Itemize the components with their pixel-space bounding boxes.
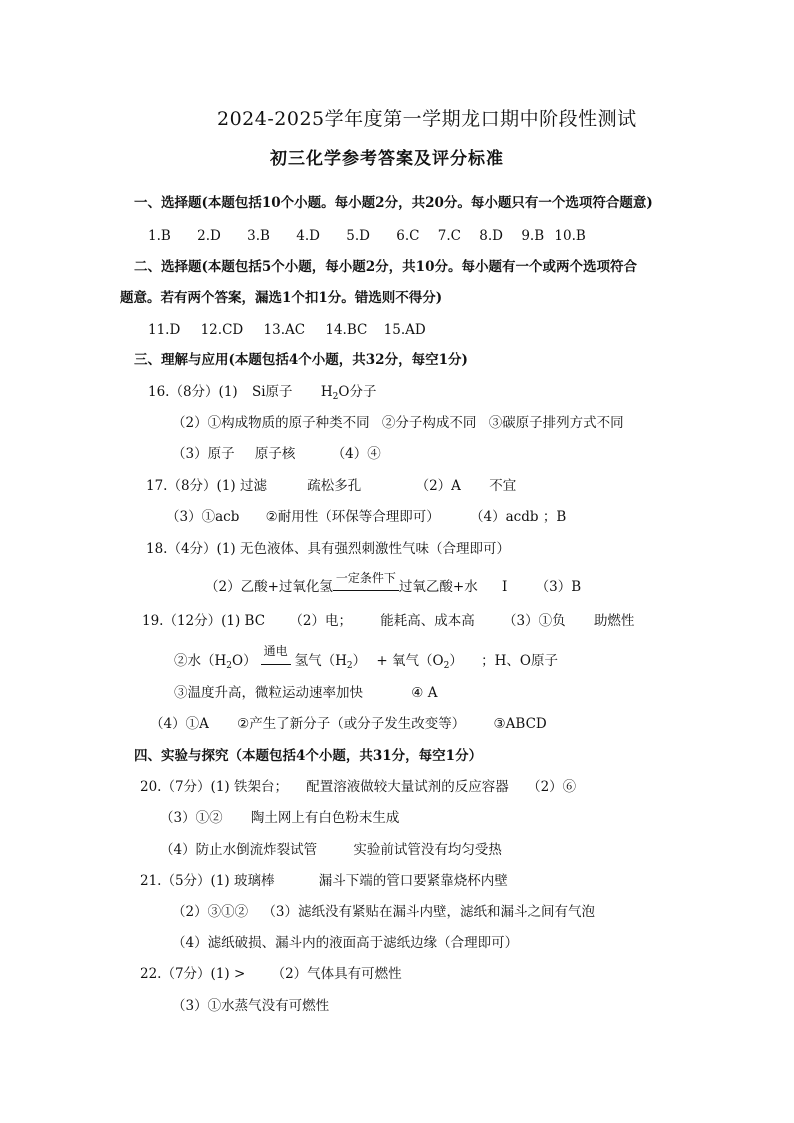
q18-line1: 18.（4分）(1) 无色液体、具有强烈刺激性气味（合理即可） xyxy=(146,541,510,557)
answer-4: 4.D xyxy=(296,228,320,244)
q16-line1 xyxy=(148,386,376,402)
section-2-answers xyxy=(148,324,426,338)
q21-line1: 21.（5分）(1) 玻璃棒 漏斗下端的管口要紧靠烧杯内壁 xyxy=(140,873,508,889)
q20-line2: （3）①② 陶土网上有白色粉末生成 xyxy=(160,810,400,826)
answer-13: 13.AC xyxy=(263,322,306,338)
answer-5: 5.D xyxy=(346,228,370,244)
answer-11: 11.D xyxy=(148,322,181,338)
answer-9: 9.B xyxy=(521,228,545,244)
q17-line1: 17.（8分）(1) 过滤 疏松多孔 （2）A 不宜 xyxy=(146,478,517,494)
answer-7: 7.C xyxy=(437,228,461,244)
q19-line2: ②水$(H_2O)$ 通电 氢气$(H_2)$ + 氧气$(O_2)$ ；H、O原子 xyxy=(174,644,558,671)
section-2-heading-line1: 二、选择题(本题包括5个小题，每小题2分，共10分。每小题有一个或两个选项符合 xyxy=(134,259,637,275)
answer-2: 2.D xyxy=(197,228,221,244)
answer-6: 6.C xyxy=(396,228,420,244)
answer-8: 8.D xyxy=(479,228,504,244)
q16-answer-h2o-molecule: $H_2O$分子 xyxy=(320,384,377,402)
answer-1: 1.B xyxy=(148,228,171,244)
q16-answer-si-atom: Si原子 xyxy=(251,384,293,400)
q16-label: 16.（8分）(1) xyxy=(148,384,238,400)
q20-line3: （4）防止水倒流炸裂试管 实验前试管没有均匀受热 xyxy=(160,842,502,858)
answer-3: 3.B xyxy=(247,228,270,244)
section-1-heading: 一、选择题(本题包括10个小题。每小题2分，共20分。每小题只有一个选项符合题意) xyxy=(134,195,653,211)
section-1-answers xyxy=(148,230,586,244)
reaction-condition-arrow xyxy=(333,571,399,595)
answer-14: 14.BC xyxy=(325,322,368,338)
document-title: 2024-2025学年度第一学期龙口期中阶段性测试 xyxy=(217,108,637,130)
q20-line1: 20.（7分）(1) 铁架台； 配置溶液做较大量试剂的反应容器 （2）⑥ xyxy=(140,779,577,795)
electrolysis-condition-text: 通电 xyxy=(263,644,288,658)
electrolysis-arrow xyxy=(261,644,291,669)
q22-line1: 22.（7分）(1) > （2）气体具有可燃性 xyxy=(140,966,402,982)
answer-15: 15.AD xyxy=(383,322,426,338)
section-4-heading: 四、实验与探究（本题包括4个小题，共31分，每空1分） xyxy=(134,748,483,764)
q18-line2: （2）乙酸+过氧化氢 一定条件下 过氧乙酸+水 I （3）B xyxy=(205,571,582,595)
document-subtitle: 初三化学参考答案及评分标准 xyxy=(270,149,504,169)
q16-line3: （3）原子 原子核 （4）④ xyxy=(172,446,381,462)
q19-line3: ③温度升高，微粒运动速率加快 ④ A xyxy=(174,685,438,701)
q22-line2: （3）①水蒸气没有可燃性 xyxy=(172,998,330,1014)
answer-12: 12.CD xyxy=(200,322,244,338)
q16-line2: （2）①构成物质的原子种类不同 ②分子构成不同 ③碳原子排列方式不同 xyxy=(172,415,624,431)
section-2-heading-line2: 题意。若有两个答案，漏选1个扣1分。错选则不得分) xyxy=(120,290,443,306)
q21-line2: （2）③①② （3）滤纸没有紧贴在漏斗内壁，滤纸和漏斗之间有气泡 xyxy=(172,904,595,920)
q21-line3: （4）滤纸破损、漏斗内的液面高于滤纸边缘（合理即可） xyxy=(172,935,519,951)
reaction-condition-text: 一定条件下 xyxy=(335,571,396,585)
q19-line1: 19.（12分）(1) BC （2）电； 能耗高、成本高 （3）①负 助燃性 xyxy=(142,613,635,629)
q19-line4: （4）①A ②产生了新分子（或分子发生改变等） ③ABCD xyxy=(150,716,547,732)
section-3-heading: 三、理解与应用(本题包括4个小题，共32分，每空1分) xyxy=(134,352,468,368)
q17-line2: （3）①acb ②耐用性（环保等合理即可） （4）acdb ；B xyxy=(166,509,567,525)
answer-10: 10.B xyxy=(554,228,586,244)
